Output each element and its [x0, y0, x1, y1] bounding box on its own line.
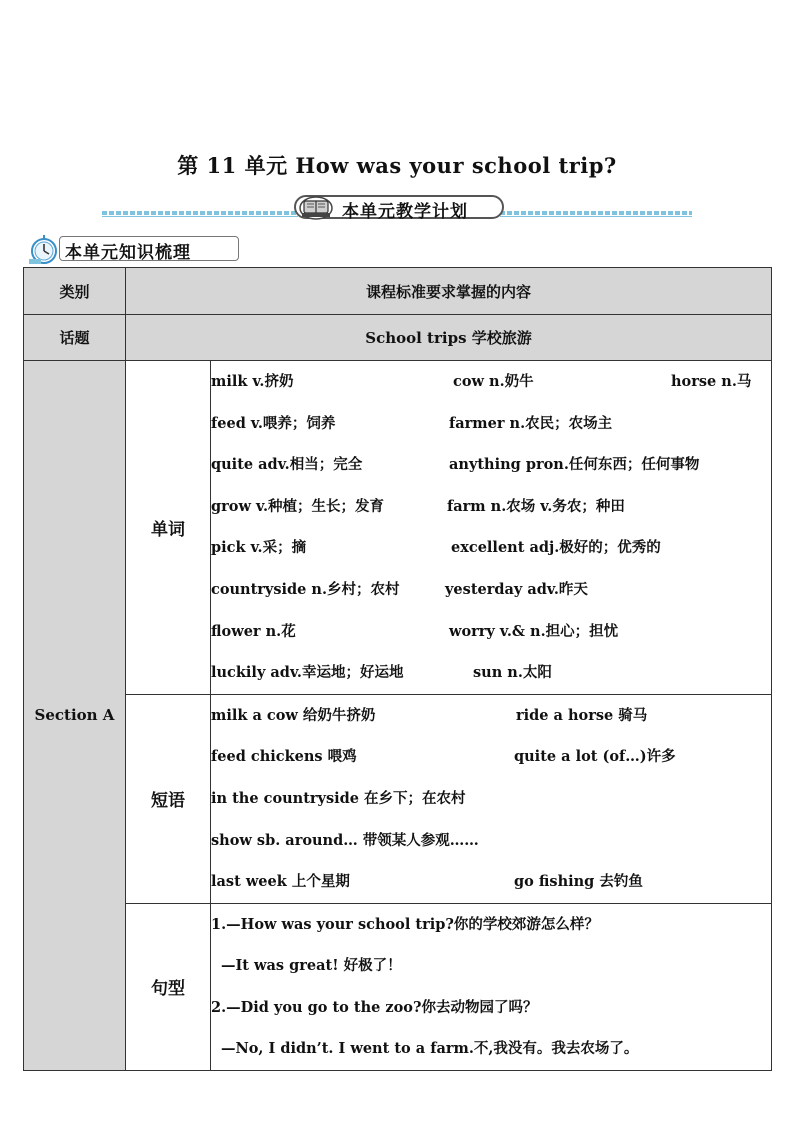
vocab-word: luckily adv.幸运地；好运地 [211, 664, 404, 682]
phrase: ride a horse 骑马 [516, 706, 648, 724]
list-item [211, 403, 771, 445]
phrase: last week 上个星期 [211, 873, 350, 891]
clock-icon [27, 233, 61, 265]
banner-underline-right [500, 216, 692, 217]
banner-underline-left [102, 216, 298, 217]
vocab-word: excellent adj.极好的；优秀的 [451, 539, 661, 557]
phrase: quite a lot (of…)许多 [514, 748, 676, 766]
vocab-word: grow v.种植；生长；发育 [211, 497, 384, 515]
vocab-word: horse n.马 [671, 373, 752, 390]
banner-divider-left [102, 211, 298, 215]
vocab-word: farm n.农场 v.务农；种田 [447, 497, 625, 515]
vocab-content [211, 361, 772, 695]
list-item [211, 361, 771, 403]
phrases-content [211, 694, 772, 903]
vocab-word: anything pron.任何东西；任何事物 [449, 456, 700, 474]
vocab-word: flower n.花 [211, 622, 296, 640]
topic-row [24, 315, 772, 361]
list-item [211, 652, 771, 694]
sentences-category: 句型 [126, 903, 211, 1070]
list-item [211, 527, 771, 569]
vocab-word: yesterday adv.昨天 [445, 580, 588, 598]
topic-value: School trips 学校旅游 [126, 315, 772, 361]
header-content: 课程标准要求掌握的内容 [126, 268, 772, 315]
section-label: Section A [24, 361, 126, 1071]
phrase: go fishing 去钓鱼 [514, 873, 643, 891]
phrase: milk a cow 给奶牛挤奶 [211, 706, 376, 724]
phrases-category: 短语 [126, 694, 211, 903]
sentence-line: —It was great! 好极了！ [221, 957, 402, 975]
knowledge-table [23, 267, 772, 1071]
list-item [211, 444, 771, 486]
vocab-word: pick v.采；摘 [211, 539, 307, 557]
book-icon [298, 193, 334, 221]
sentence-line: —No, I didn’t. I went to a farm.不,我没有。我去农场了。 [221, 1040, 639, 1058]
phrase: in the countryside 在乡下；在农村 [211, 789, 466, 807]
sentence-line: 2.—Did you go to the zoo?你去动物园了吗？ [211, 998, 538, 1016]
sentences-content [211, 903, 772, 1070]
phrase: show sb. around… 带领某人参观…… [211, 831, 479, 849]
vocab-word: worry v.& n.担心；担忧 [449, 622, 619, 640]
subheading-label: 本单元知识梳理 [65, 243, 191, 263]
teaching-plan-banner [102, 193, 692, 223]
vocab-word: countryside n.乡村；农村 [211, 580, 400, 598]
header-category: 类别 [24, 268, 126, 315]
phrases-row [24, 694, 772, 903]
list-item [211, 486, 771, 528]
banner-label: 本单元教学计划 [342, 202, 468, 222]
list-item [211, 569, 771, 611]
vocab-word: milk v.挤奶 [211, 373, 294, 390]
list-item [211, 778, 771, 820]
vocab-word: sun n.太阳 [473, 664, 552, 682]
vocab-word: quite adv.相当；完全 [211, 456, 363, 474]
list-item [211, 861, 771, 903]
banner-divider-right [500, 211, 692, 215]
vocab-category: 单词 [126, 361, 211, 695]
table-header-row [24, 268, 772, 315]
list-item [211, 736, 771, 778]
list-item [211, 611, 771, 653]
list-item [211, 820, 771, 862]
vocab-word: feed v.喂养；饲养 [211, 414, 336, 432]
vocab-word: farmer n.农民；农场主 [449, 414, 613, 432]
topic-label: 话题 [24, 315, 126, 361]
sentences-row [24, 903, 772, 1070]
vocab-row [24, 361, 772, 695]
list-item [211, 695, 771, 737]
page-title: 第 11 单元 How was your school trip? [177, 153, 617, 178]
vocab-word: cow n.奶牛 [453, 373, 534, 390]
phrase: feed chickens 喂鸡 [211, 748, 357, 766]
sentence-line: 1.—How was your school trip?你的学校郊游怎么样？ [211, 915, 599, 933]
